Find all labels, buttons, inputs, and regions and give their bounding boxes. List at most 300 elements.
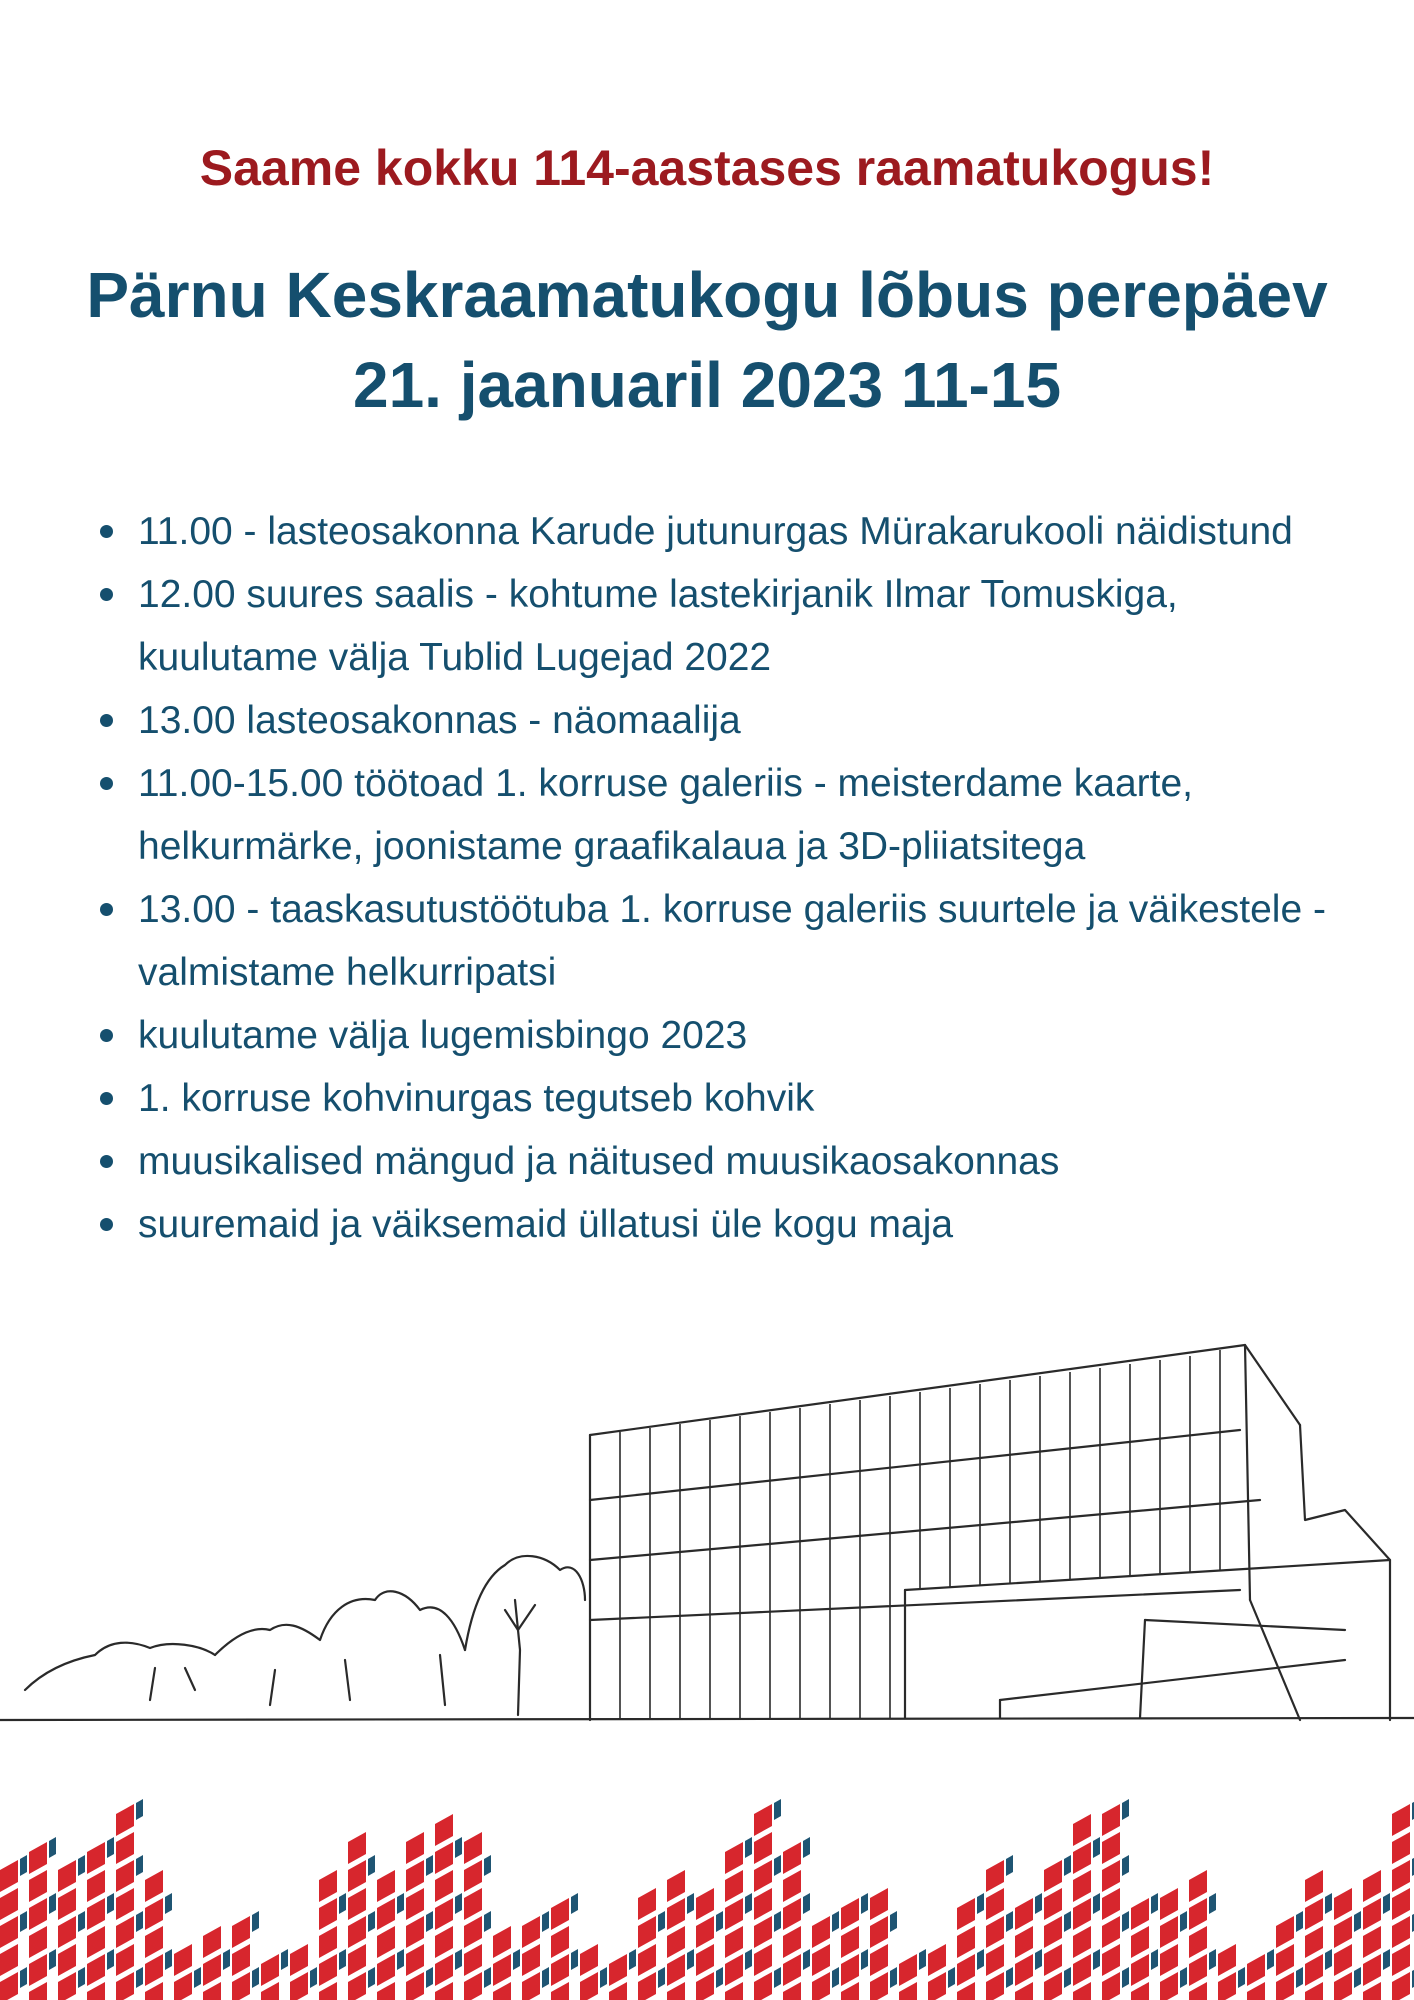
bullet-icon [100,1092,113,1105]
pattern-tile [1044,1916,1062,1948]
pattern-tile [580,1972,598,2000]
pattern-tile [29,1926,47,1958]
pattern-accent [1093,1837,1100,1858]
pattern-tile [1363,1982,1381,2000]
pattern-tile [957,1954,975,1986]
pattern-tile [203,1954,221,1986]
pattern-tile [551,1982,569,2000]
pattern-tile [783,1842,801,1874]
pattern-tile [1073,1814,1091,1846]
pattern-accent [571,1949,578,1970]
pattern-tile [377,1926,395,1958]
pattern-accent [484,1911,491,1932]
pattern-tile [754,1804,772,1836]
pattern-tile [348,1972,366,2000]
pattern-tile [0,1860,18,1892]
pattern-tile [725,1982,743,2000]
pattern-tile [0,1972,18,2000]
pattern-tile [1305,1954,1323,1986]
pattern-tile [957,1926,975,1958]
pattern-tile [1131,1898,1149,1930]
pattern-tile [1160,1944,1178,1976]
pattern-tile [58,1972,76,2000]
pattern-accent [1122,1855,1129,1876]
pattern-accent [803,1837,810,1858]
pattern-tile [29,1954,47,1986]
schedule-item-text: 13.00 lasteosakonnas - näomaalija [138,699,741,742]
pattern-tile [493,1926,511,1958]
pattern-tile [1334,1944,1352,1976]
pattern-accent [78,1967,85,1988]
pattern-tile [493,1954,511,1986]
pattern-tile [725,1898,743,1930]
pattern-accent [1122,1911,1129,1932]
pattern-accent [1093,1949,1100,1970]
pattern-tile [1392,1944,1410,1976]
pattern-tile [754,1832,772,1864]
pattern-tile [406,1888,424,1920]
pattern-tile [754,1888,772,1920]
pattern-accent [455,1893,462,1914]
pattern-accent [107,1949,114,1970]
pattern-tile [1334,1888,1352,1920]
pattern-accent [1035,1949,1042,1970]
schedule-item [96,689,1356,752]
pattern-tile [1073,1842,1091,1874]
pattern-tile [1160,1972,1178,2000]
pattern-accent [1325,1949,1332,1970]
pattern-tile [203,1926,221,1958]
pattern-accent [745,1837,752,1858]
pattern-tile [29,1842,47,1874]
bullet-icon [100,903,113,916]
pattern-tile [116,1888,134,1920]
pattern-accent [600,1967,607,1988]
pattern-accent [252,1967,259,1988]
schedule-item-text: muusikalised mängud ja näitused muusikaosakonnas [138,1140,1060,1183]
schedule-item [96,752,1356,878]
pattern-tile [87,1926,105,1958]
pattern-accent [368,1967,375,1988]
pattern-tile [696,1888,714,1920]
pattern-accent [1151,1949,1158,1970]
pattern-tile [0,1916,18,1948]
pattern-tile [348,1944,366,1976]
pattern-tile [725,1954,743,1986]
pattern-accent [484,1855,491,1876]
pattern-tile [1218,1944,1236,1976]
pattern-accent [136,1967,143,1988]
pattern-tile [406,1944,424,1976]
pattern-tile [609,1982,627,2000]
pattern-tile [928,1972,946,2000]
pattern-tile [1305,1926,1323,1958]
event-title [0,250,1414,430]
pattern-tile [580,1944,598,1976]
pattern-tile [377,1954,395,1986]
pattern-tile [1160,1888,1178,1920]
pattern-tile [1102,1972,1120,2000]
pattern-accent [745,1949,752,1970]
pattern-tile [1044,1888,1062,1920]
pattern-tile [1276,1944,1294,1976]
pattern-tile [435,1926,453,1958]
pattern-tile [1189,1926,1207,1958]
pattern-tile [841,1954,859,1986]
pattern-tile [841,1926,859,1958]
pattern-accent [1354,1911,1361,1932]
pattern-tile [1363,1870,1381,1902]
pattern-tile [174,1972,192,2000]
pattern-tile [145,1870,163,1902]
pattern-tile [319,1870,337,1902]
pattern-tile [1363,1954,1381,1986]
pattern-accent [1180,1967,1187,1988]
pattern-tile [406,1916,424,1948]
pattern-tile [0,1944,18,1976]
pattern-accent [20,1967,27,1988]
pattern-tile [348,1916,366,1948]
pattern-tile [783,1898,801,1930]
pattern-accent [368,1911,375,1932]
pattern-tile [1073,1954,1091,1986]
pattern-tile [1305,1870,1323,1902]
schedule-item-text: 12.00 suures saalis - kohtume lastekirjanik Ilmar Tomuskiga, kuulutame välja Tublid Lugejad 2022 [138,573,1178,679]
pattern-tile [1015,1898,1033,1930]
pattern-accent [484,1967,491,1988]
pattern-tile [116,1916,134,1948]
bullet-icon [100,1029,113,1042]
pattern-tile [1160,1916,1178,1948]
pattern-tile [1392,1888,1410,1920]
pattern-accent [1325,1893,1332,1914]
pattern-tile [754,1944,772,1976]
pattern-accent [49,1949,56,1970]
pattern-accent [1267,1949,1274,1970]
pattern-tile [145,1954,163,1986]
schedule-item [96,1130,1356,1193]
pattern-tile [319,1926,337,1958]
pattern-tile [464,1860,482,1892]
pattern-tile [1392,1916,1410,1948]
pattern-tile [1044,1972,1062,2000]
pattern-tile [87,1982,105,2000]
pattern-accent [1383,1893,1390,1914]
pattern-tile [1131,1982,1149,2000]
library-building-sketch [0,1330,1414,1730]
pattern-tile [696,1916,714,1948]
pattern-tile [522,1916,540,1948]
pattern-accent [542,1967,549,1988]
pattern-accent [1296,1967,1303,1988]
pattern-accent [1006,1855,1013,1876]
pattern-tile [841,1982,859,2000]
pattern-accent [861,1893,868,1914]
pattern-accent [223,1949,230,1970]
pattern-accent [49,1893,56,1914]
pattern-tile [725,1842,743,1874]
pattern-tile [1189,1982,1207,2000]
pattern-accent [861,1949,868,1970]
pattern-tile [377,1898,395,1930]
pattern-accent [977,1893,984,1914]
pattern-tile [377,1870,395,1902]
pattern-tile [29,1898,47,1930]
schedule-item [96,878,1356,1004]
pattern-tile [406,1860,424,1892]
pattern-tile [667,1954,685,1986]
pattern-tile [319,1982,337,2000]
pattern-tile [435,1842,453,1874]
pattern-tile [1189,1870,1207,1902]
pattern-tile [1305,1982,1323,2000]
pattern-tile [377,1982,395,2000]
pattern-accent [716,1911,723,1932]
pattern-tile [1276,1972,1294,2000]
event-date-time: 21. jaanuaril 2023 11-15 [352,349,1062,421]
pattern-tile [754,1972,772,2000]
pattern-accent [426,1855,433,1876]
pattern-accent [1122,1799,1129,1820]
pattern-tile [406,1972,424,2000]
pattern-tile [58,1860,76,1892]
pattern-tile [464,1972,482,2000]
pattern-tile [1305,1898,1323,1930]
pattern-accent [1064,1911,1071,1932]
pattern-accent [1122,1967,1129,1988]
pattern-tile [406,1832,424,1864]
pattern-accent [890,1911,897,1932]
pattern-tile [1363,1926,1381,1958]
pattern-tile [290,1944,308,1976]
bullet-icon [100,1155,113,1168]
pattern-tile [667,1870,685,1902]
pattern-tile [116,1944,134,1976]
pattern-tile [232,1944,250,1976]
pattern-accent [890,1967,897,1988]
pattern-tile [58,1944,76,1976]
pattern-tile [551,1898,569,1930]
pattern-tile [783,1954,801,1986]
pattern-tile [986,1860,1004,1892]
pattern-tile [667,1926,685,1958]
pattern-tile [87,1954,105,1986]
pattern-accent [977,1949,984,1970]
bullet-icon [100,714,113,727]
pattern-accent [1209,1949,1216,1970]
pattern-accent [455,1949,462,1970]
pattern-accent [194,1967,201,1988]
pattern-tile [493,1982,511,2000]
pattern-accent [745,1893,752,1914]
bullet-icon [100,525,113,538]
pattern-tile [696,1972,714,2000]
bullet-icon [100,777,113,790]
pattern-tile [1131,1926,1149,1958]
pattern-tile [870,1888,888,1920]
pattern-tile [522,1972,540,2000]
pattern-tile [435,1898,453,1930]
pattern-accent [1006,1967,1013,1988]
pattern-accent [803,1893,810,1914]
pattern-tile [58,1888,76,1920]
pattern-tile [725,1926,743,1958]
pattern-tile [812,1972,830,2000]
pattern-accent [774,1855,781,1876]
pattern-tile [1334,1972,1352,2000]
pattern-accent [165,1893,172,1914]
pattern-accent [20,1855,27,1876]
pattern-tile [464,1944,482,1976]
pattern-tile [87,1870,105,1902]
pattern-accent [629,1949,636,1970]
pattern-tile [551,1926,569,1958]
pattern-tile [725,1870,743,1902]
pattern-tile [754,1916,772,1948]
pattern-accent [774,1967,781,1988]
pattern-tile [1073,1870,1091,1902]
pattern-tile [1247,1954,1265,1986]
pattern-tile [1131,1954,1149,1986]
pattern-tile [348,1832,366,1864]
pattern-accent [948,1967,955,1988]
pattern-tile [1392,1972,1410,2000]
pattern-accent [281,1949,288,1970]
pattern-accent [368,1855,375,1876]
pattern-tile [116,1860,134,1892]
pattern-tile [986,1944,1004,1976]
pattern-tile [0,1888,18,1920]
pattern-accent [78,1911,85,1932]
pattern-tile [319,1954,337,1986]
pattern-accent [1064,1855,1071,1876]
pattern-accent [49,1837,56,1858]
pattern-tile [435,1954,453,1986]
pattern-tile [551,1954,569,1986]
pattern-tile [638,1972,656,2000]
pattern-tile [1102,1832,1120,1864]
pattern-tile [1189,1898,1207,1930]
pattern-tile [957,1898,975,1930]
pattern-tile [261,1954,279,1986]
schedule-item-text: 1. korruse kohvinurgas tegutseb kohvik [138,1077,815,1120]
pattern-accent [513,1949,520,1970]
pattern-tile [812,1944,830,1976]
pattern-tile [638,1916,656,1948]
pattern-accent [78,1855,85,1876]
pattern-tile [145,1926,163,1958]
pattern-accent [397,1949,404,1970]
pattern-tile [638,1944,656,1976]
schedule-item-text: 11.00 - lasteosakonna Karude jutunurgas Mürakarukooli näidistund [138,510,1293,553]
pattern-tile [1102,1888,1120,1920]
schedule-item [96,500,1356,563]
pattern-tile [638,1888,656,1920]
pattern-accent [832,1967,839,1988]
decorative-pattern [0,1795,1414,2000]
pattern-accent [426,1967,433,1988]
pattern-tile [1218,1972,1236,2000]
pattern-tile [348,1888,366,1920]
pattern-tile [29,1870,47,1902]
pattern-tile [1247,1982,1265,2000]
pattern-accent [107,1893,114,1914]
pattern-accent [774,1911,781,1932]
pattern-accent [136,1911,143,1932]
pattern-accent [832,1911,839,1932]
pattern-accent [310,1967,317,1988]
pattern-tile [435,1870,453,1902]
pattern-accent [426,1911,433,1932]
pattern-tile [319,1898,337,1930]
pattern-accent [339,1949,346,1970]
pattern-tile [928,1944,946,1976]
pattern-tile [435,1814,453,1846]
pattern-tile [435,1982,453,2000]
pattern-tile [145,1898,163,1930]
pattern-tile [609,1954,627,1986]
pattern-tile [1363,1898,1381,1930]
pattern-accent [542,1911,549,1932]
pattern-tile [1073,1982,1091,2000]
pattern-tile [870,1916,888,1948]
pattern-tile [232,1972,250,2000]
pattern-accent [339,1893,346,1914]
pattern-tile [1102,1944,1120,1976]
pattern-tile [116,1832,134,1864]
pattern-tile [1392,1860,1410,1892]
pattern-tile [1102,1804,1120,1836]
schedule-item-text: 13.00 - taaskasutustöötuba 1. korruse galeriis suurtele ja väikestele - valmistame helkurripatsi [138,888,1326,994]
pattern-accent [1383,1949,1390,1970]
pattern-tile [1015,1926,1033,1958]
pattern-accent [687,1949,694,1970]
bullet-icon [100,1218,113,1231]
pattern-tile [290,1972,308,2000]
pattern-accent [397,1893,404,1914]
schedule-item [96,563,1356,689]
pattern-tile [1276,1916,1294,1948]
pattern-tile [174,1944,192,1976]
pattern-tile [1073,1898,1091,1930]
pattern-tile [667,1898,685,1930]
pattern-tile [1015,1954,1033,1986]
pattern-tile [1334,1916,1352,1948]
pattern-tile [696,1944,714,1976]
tagline: Saame kokku 114-aastases raamatukogus! [199,140,1215,196]
pattern-accent [1035,1893,1042,1914]
pattern-tile [841,1898,859,1930]
pattern-tile [1073,1926,1091,1958]
pattern-accent [658,1967,665,1988]
event-title-line1: Pärnu Keskraamatukogu lõbus perepäev [86,259,1328,331]
pattern-tile [464,1832,482,1864]
pattern-tile [667,1982,685,2000]
pattern-accent [1238,1967,1245,1988]
pattern-tile [116,1972,134,2000]
pattern-accent [252,1911,259,1932]
pattern-tile [522,1944,540,1976]
pattern-accent [774,1799,781,1820]
schedule-item [96,1004,1356,1067]
pattern-accent [1064,1967,1071,1988]
pattern-tile [957,1982,975,2000]
pattern-accent [1093,1893,1100,1914]
pattern-tile [754,1860,772,1892]
pattern-tile [986,1888,1004,1920]
pattern-tile [986,1916,1004,1948]
pattern-accent [136,1855,143,1876]
